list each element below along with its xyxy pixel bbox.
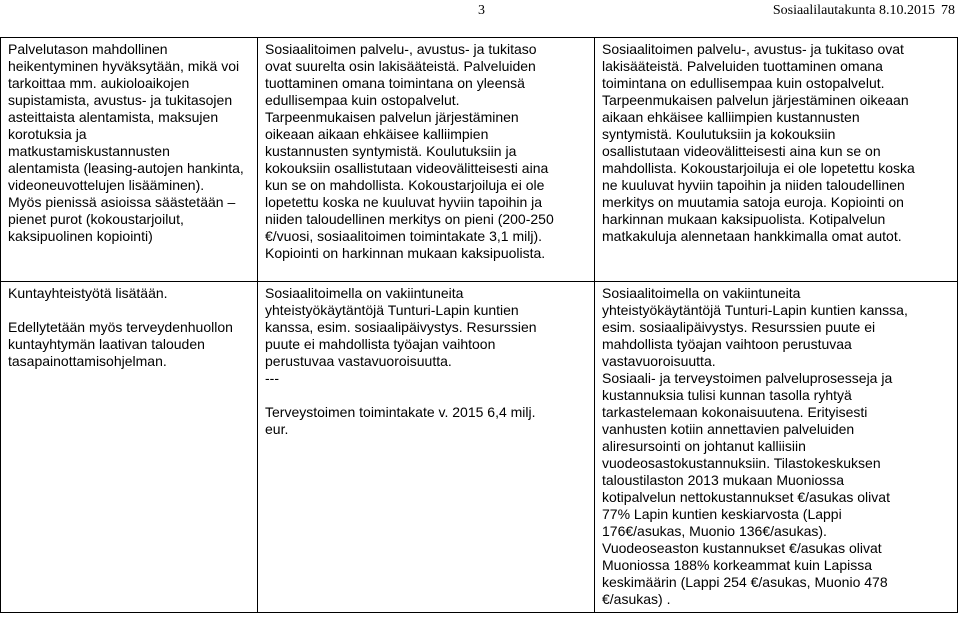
table-cell-proposal [1, 282, 258, 613]
cell-paragraph: --- [265, 370, 279, 386]
table-cell-response [258, 38, 595, 282]
table-cell-response [258, 282, 595, 613]
cell-paragraph: Sosiaalitoimella on vakiintuneita yhteistyökäytäntöjä Tunturi-Lapin kuntien kanssa, esim. sosiaalipäivystys. Resurssien puute ei mahdollista työajan vaihtoon perustuvaa vastavuoroisuutta. [265, 285, 537, 369]
cell-paragraph: Sosiaalitoimen palvelu-, avustus- ja tukitaso ovat lakisääteistä. Palveluiden tuottaminen omana toimintana on edullisempaa kuin ostopalvelut. Tarpeenmukaisen palvelun järjestäminen oikeaan aikaan ehkäisee kalliimpien kustannusten syntymistä. Koulutuksiin ja kokouksiin osallistutaan videovälitteisesti aina kun se on mahdollista. Kokoustarjoiluja ei ole lopetettu koska ne kuuluvat hyviin tapoihin ja niiden taloudellinen merkitys on muutamia satoja euroja. Kopiointi on harkinnan mukaan kaksipuolista. Kotipalvelun matkakuluja alennetaan hankkimalla omat autot. [602, 41, 915, 244]
table-row [1, 38, 958, 282]
cell-paragraph: Palvelutason mahdollinen heikentyminen hyväksytään, mikä voi tarkoittaa mm. aukioloaikojen supistamista, avustus- ja tukitasojen asteittaista alentamista, maksujen korotuksia ja matkustamiskustannusten alentamista (leasing-autojen hankinta, videoneuvottelujen lisääminen). Myös pienissä asioissa säästetään – pienet purot (kokoustarjoilut, kaksipuolinen kopiointi) [8, 41, 244, 244]
page-number: 3 [478, 3, 485, 18]
cell-paragraph: Terveystoimen toimintakate v. 2015 6,4 milj. eur. [265, 404, 536, 437]
document-title [767, 3, 955, 19]
comparison-table [0, 37, 958, 613]
cell-paragraph: Edellytetään myös terveydenhuollon kuntayhtymän laativan talouden tasapainottamisohjelman. [8, 319, 233, 369]
page-header [0, 0, 959, 24]
cell-paragraph: Sosiaalitoimella on vakiintuneita yhteistyökäytäntöjä Tunturi-Lapin kuntien kanssa, esim. sosiaalipäivystys. Resurssien puute ei mahdollista työajan vaihtoon perustuvaa vastavuoroisuutta. Sosiaali- ja terveystoimen palveluprosesseja ja kustannuksia tulisi kunnan tasolla ryhtyä tarkastelemaan kokonaisuutena. Erityisesti vanhusten kotiin annettavien palveluiden aliresursointi on johtanut kalliisiin vuodeosastokustannuksiin. Tilastokeskuksen taloustilaston 2013 mukaan Muoniossa kotipalvelun nettokustannukset €/asukas olivat 77% Lapin kuntien keskiarvosta (Lappi 176€/asukas, Muonio 136€/asukas). Vuodeoseaston kustannukset €/asukas olivat Muoniossa 188% korkeammat kuin Lapissa keskimäärin (Lappi 254 €/asukas, Muonio 478 €/asukas) . [602, 285, 908, 607]
table-cell-assessment [595, 282, 958, 613]
cell-paragraph: Sosiaalitoimen palvelu-, avustus- ja tukitaso ovat suurelta osin lakisääteistä. Palveluiden tuottaminen omana toimintana on yleensä edullisempaa kuin ostopalvelut. Tarpeenmukaisen palvelun järjestäminen oikeaan aikaan ehkäisee kalliimpien kustannusten syntymistä. Koulutuksiin ja kokouksiin osallistutaan videovälitteisesti aina kun se on mahdollista. Kokoustarjoiluja ei ole lopetettu koska ne kuuluvat hyviin tapoihin ja niiden taloudellinen merkitys on pieni (200-250 €/vuosi, sosiaalitoimen toimintakate 3,1 milj). Kopiointi on harkinnan mukaan kaksipuolista. [265, 41, 554, 261]
page-total: 78 [941, 3, 955, 18]
committee-date: Sosiaalilautakunta 8.10.2015 [772, 3, 935, 18]
table-row [1, 282, 958, 613]
table-cell-assessment [595, 38, 958, 282]
cell-paragraph: Kuntayhteistyötä lisätään. [8, 285, 168, 301]
table-cell-proposal [1, 38, 258, 282]
